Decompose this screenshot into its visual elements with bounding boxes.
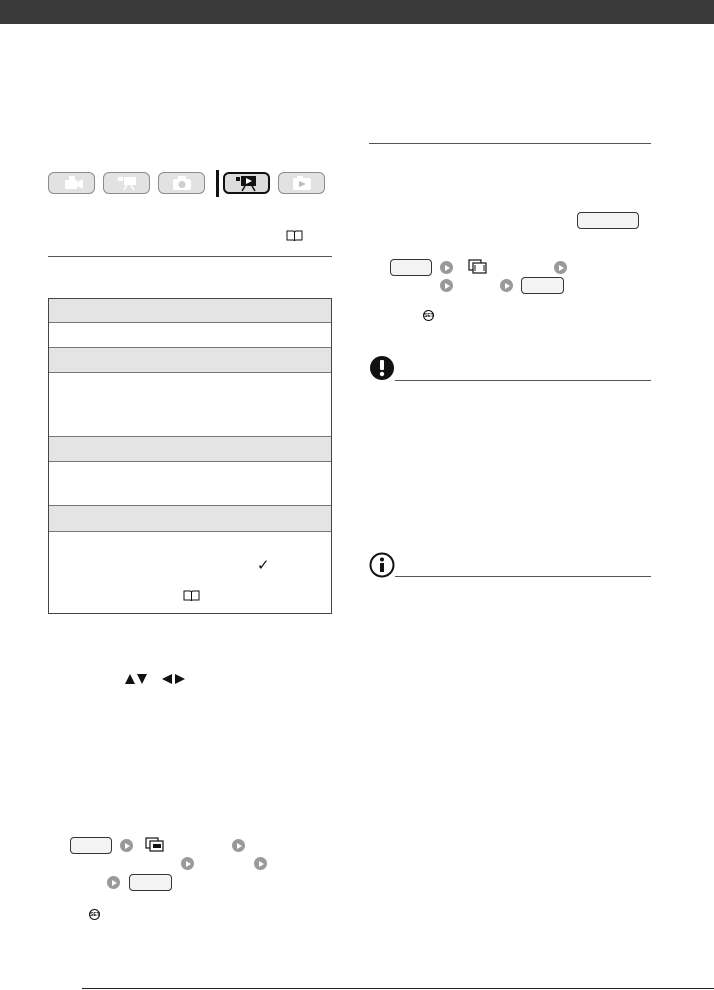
section-rule-right (369, 143, 651, 144)
tab-photo-playback-mode[interactable] (278, 172, 325, 194)
footer-rule (82, 988, 714, 989)
func-button[interactable] (129, 874, 172, 891)
header-bar (0, 0, 714, 24)
tab-video-camera-mode[interactable] (48, 172, 95, 194)
tab-video-playback-mode[interactable] (223, 172, 270, 194)
func-button[interactable] (521, 277, 564, 294)
next-arrow-icon (500, 279, 513, 292)
table-row-header-2 (49, 348, 331, 373)
info-icon (369, 552, 395, 578)
book-icon (183, 590, 200, 602)
func-button[interactable] (577, 212, 639, 229)
next-arrow-icon (181, 857, 194, 870)
video-playback-icon (234, 174, 260, 192)
next-arrow-icon (254, 857, 267, 870)
next-arrow-icon (120, 839, 133, 852)
func-button[interactable] (390, 259, 432, 276)
book-icon (286, 230, 303, 242)
left-right-arrows-icon (161, 673, 187, 685)
video-camera-icon (60, 176, 84, 190)
photo-camera-icon (171, 175, 193, 191)
movie-camera-icon (115, 175, 139, 191)
filmstrip-icon (145, 837, 165, 852)
section-rule-left (48, 256, 332, 257)
tab-divider (216, 170, 219, 197)
up-down-arrows-icon (124, 673, 154, 685)
func-button[interactable] (70, 837, 112, 854)
options-table (48, 298, 332, 614)
tab-movie-record-mode[interactable] (103, 172, 150, 194)
next-arrow-icon (440, 279, 453, 292)
photo-playback-icon (291, 175, 313, 191)
next-arrow-icon (554, 261, 567, 274)
checkmark-icon: ✓ (257, 557, 270, 574)
next-arrow-icon (107, 876, 120, 889)
table-row-header-3 (49, 437, 331, 462)
caution-icon (369, 355, 395, 381)
table-row-header-4 (49, 506, 331, 532)
next-arrow-icon (440, 261, 453, 274)
info-rule (395, 576, 651, 577)
table-row-header-1 (49, 299, 331, 323)
filmstrip-icon (468, 259, 488, 274)
set-button-icon: SET (423, 310, 434, 321)
caution-rule (395, 380, 651, 381)
next-arrow-icon (232, 839, 245, 852)
set-button-icon: SET (89, 909, 100, 920)
tab-photo-camera-mode[interactable] (158, 172, 205, 194)
